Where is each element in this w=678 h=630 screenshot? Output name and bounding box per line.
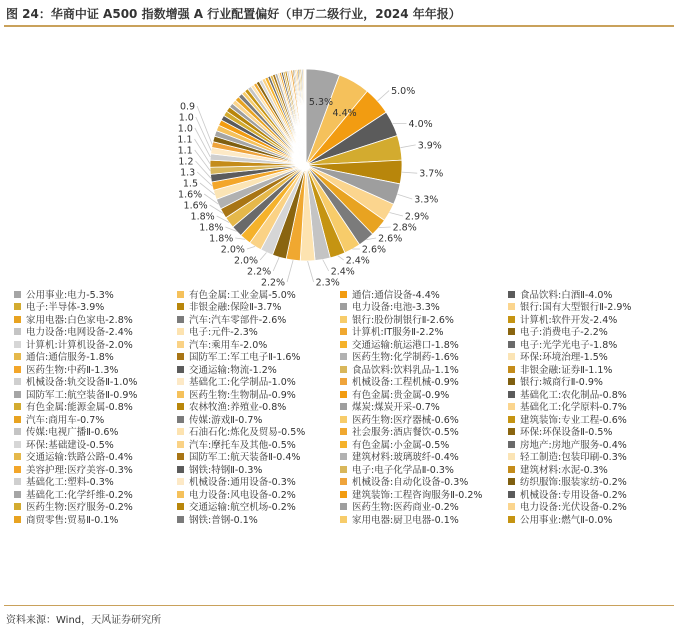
legend-label: 计算机:软件开发-2.4% <box>520 314 618 326</box>
legend-swatch <box>177 503 184 510</box>
legend-item <box>14 302 104 314</box>
legend-label: 电子:消费电子-2.2% <box>520 327 608 339</box>
legend-item <box>508 377 603 389</box>
leader-line-12 <box>338 256 344 260</box>
legend-swatch <box>177 391 184 398</box>
legend-item <box>340 340 459 352</box>
legend-swatch <box>340 466 347 473</box>
data-label-1: 5.3% <box>308 97 334 109</box>
leader-line-6 <box>402 172 418 173</box>
legend-item <box>340 427 459 439</box>
legend-label: 医药生物:生物制品-0.9% <box>189 389 296 401</box>
legend-label: 基础化工:化学纤维-0.2% <box>26 489 133 501</box>
legend-label: 公用事业:燃气Ⅱ-0.0% <box>520 514 613 526</box>
legend-swatch <box>14 441 21 448</box>
legend-item <box>14 415 104 427</box>
legend-item <box>14 502 133 514</box>
data-label-28: 1.1 <box>177 134 193 146</box>
legend-swatch <box>177 453 184 460</box>
legend-swatch <box>340 403 347 410</box>
legend-item <box>14 340 133 352</box>
legend-item <box>340 290 440 302</box>
legend-label: 建筑材料:玻璃玻纤-0.4% <box>352 452 459 464</box>
legend-item <box>340 390 449 402</box>
legend-label: 钢铁:普钢-0.1% <box>189 514 258 526</box>
legend-item <box>508 490 627 502</box>
legend-swatch <box>14 503 21 510</box>
legend-label: 计算机:IT服务Ⅱ-2.2% <box>352 327 444 339</box>
legend-item <box>177 465 262 477</box>
legend-label: 环保:环境治理-1.5% <box>520 352 608 364</box>
legend-label: 汽车:汽车零部件-2.6% <box>189 314 287 326</box>
legend-item <box>508 477 627 489</box>
legend-label: 电子:电子化学品Ⅱ-0.3% <box>352 464 454 476</box>
legend-item <box>14 452 133 464</box>
legend-label: 银行:城商行Ⅱ-0.9% <box>520 377 603 389</box>
data-label-10: 2.6% <box>378 233 403 245</box>
legend-swatch <box>177 328 184 335</box>
legend-swatch <box>340 341 347 348</box>
legend-swatch <box>177 303 184 310</box>
legend-item <box>340 515 459 527</box>
legend-label: 医药生物:医疗服务-0.2% <box>26 502 133 514</box>
legend-swatch <box>508 503 515 510</box>
legend-item <box>177 490 296 502</box>
legend-label: 轻工制造:包装印刷-0.3% <box>520 452 627 464</box>
legend-item <box>508 290 612 302</box>
legend-swatch <box>508 466 515 473</box>
legend-item <box>177 327 258 339</box>
legend-swatch <box>340 441 347 448</box>
data-label-31: 0.9 <box>179 101 196 113</box>
legend-label: 美容护理:医疗美容-0.3% <box>26 464 133 476</box>
leader-line-16 <box>273 257 279 271</box>
data-label-23: 1.6% <box>178 189 203 201</box>
data-label-25: 1.3 <box>180 167 196 179</box>
legend-label: 交通运输:铁路公路-0.4% <box>26 452 133 464</box>
legend-label: 基础化工:塑料-0.3% <box>26 477 114 489</box>
legend-label: 纺织服饰:服装家纺-0.2% <box>520 477 627 489</box>
legend-label: 汽车:摩托车及其他-0.5% <box>189 439 296 451</box>
legend-swatch <box>14 378 21 385</box>
legend-swatch <box>508 403 515 410</box>
legend-label: 环保:基础建设-0.5% <box>26 439 114 451</box>
legend-swatch <box>340 416 347 423</box>
legend-swatch <box>14 478 21 485</box>
data-label-16: 2.2% <box>247 266 272 278</box>
legend-item <box>14 402 133 414</box>
legend-swatch <box>177 491 184 498</box>
data-label-14: 2.3% <box>315 277 340 289</box>
legend-label: 公用事业:电力-5.3% <box>26 290 114 301</box>
pie-slices <box>210 69 402 261</box>
legend-label: 煤炭:煤炭开采-0.7% <box>352 402 440 414</box>
legend-label: 农林牧渔:养殖业-0.8% <box>189 402 287 414</box>
legend-label: 交通运输:物流-1.2% <box>189 364 277 376</box>
legend-item <box>177 352 300 364</box>
legend-item <box>508 427 612 439</box>
legend-item <box>14 352 114 364</box>
legend-swatch <box>340 303 347 310</box>
legend-label: 有色金属:工业金属-5.0% <box>189 290 296 301</box>
legend-item <box>14 490 133 502</box>
legend-label: 钢铁:特钢Ⅱ-0.3% <box>189 464 263 476</box>
legend-swatch <box>14 391 21 398</box>
legend-swatch <box>340 366 347 373</box>
legend-swatch <box>340 391 347 398</box>
legend-label: 电力设备:电池-3.3% <box>352 302 440 314</box>
legend-item <box>177 402 286 414</box>
data-label-12: 2.4% <box>345 255 370 267</box>
leader-line-7 <box>397 194 412 199</box>
leader-line-14 <box>308 261 314 282</box>
data-label-24: 1.5 <box>182 178 198 190</box>
legend-item <box>177 440 296 452</box>
legend-label: 家用电器:白色家电-2.8% <box>26 314 133 326</box>
legend-item <box>508 340 617 352</box>
legend-label: 机械设备:工程机械-0.9% <box>352 377 459 389</box>
legend-swatch <box>508 291 515 298</box>
figure-title: 图 24：华商中证 A500 指数增强 A 行业配置偏好（申万二级行业，2024 年年报） <box>6 7 461 21</box>
legend-swatch <box>508 316 515 323</box>
legend-swatch <box>14 453 21 460</box>
legend-label: 非银金融:证券Ⅱ-1.1% <box>520 364 613 376</box>
legend-label: 食品饮料:白酒Ⅱ-4.0% <box>520 290 613 301</box>
leader-line-15 <box>287 260 293 282</box>
legend-item <box>340 402 440 414</box>
data-label-19: 1.8% <box>209 233 234 245</box>
legend-label: 医药生物:中药Ⅱ-1.3% <box>26 364 119 376</box>
legend-label: 建筑装饰:工程咨询服务Ⅱ-0.2% <box>352 489 483 501</box>
legend-label: 环保:环保设备Ⅱ-0.5% <box>520 427 613 439</box>
legend-item <box>177 452 300 464</box>
legend-label: 计算机:计算机设备-2.0% <box>26 339 133 351</box>
legend-label: 机械设备:通用设备-0.3% <box>189 477 296 489</box>
legend-item <box>177 365 277 377</box>
legend-label: 传媒:游戏Ⅱ-0.7% <box>189 414 263 426</box>
legend-swatch <box>340 353 347 360</box>
legend-swatch <box>177 478 184 485</box>
legend-swatch <box>340 316 347 323</box>
legend-swatch <box>14 316 21 323</box>
legend-swatch <box>508 441 515 448</box>
legend-swatch <box>14 491 21 498</box>
legend-swatch <box>14 403 21 410</box>
legend-item <box>508 390 627 402</box>
legend-label: 医药生物:医药商业-0.2% <box>352 502 459 514</box>
legend-item <box>14 390 137 402</box>
legend-swatch <box>177 316 184 323</box>
legend-label: 商贸零售:贸易Ⅱ-0.1% <box>26 514 119 526</box>
legend-swatch <box>177 353 184 360</box>
legend-item <box>508 302 631 314</box>
legend-item <box>14 465 133 477</box>
legend-label: 国防军工:航空装备Ⅱ-0.9% <box>26 389 138 401</box>
legend-item <box>508 440 627 452</box>
legend-item <box>177 502 296 514</box>
legend-item <box>14 377 137 389</box>
data-label-26: 1.2 <box>178 156 194 168</box>
legend-swatch <box>508 328 515 335</box>
legend-swatch <box>177 466 184 473</box>
chart-legend <box>14 290 674 600</box>
legend-swatch <box>340 328 347 335</box>
legend-swatch <box>14 341 21 348</box>
legend-item <box>340 352 459 364</box>
legend-item <box>340 377 459 389</box>
legend-swatch <box>177 403 184 410</box>
legend-label: 国防军工:航天装备Ⅱ-0.4% <box>189 452 301 464</box>
legend-label: 电子:光学光电子-1.8% <box>520 339 618 351</box>
legend-swatch <box>508 516 515 523</box>
legend-swatch <box>508 453 515 460</box>
leader-line-8 <box>389 213 403 217</box>
legend-label: 机械设备:轨交设备Ⅱ-1.0% <box>26 377 138 389</box>
data-label-20: 1.8% <box>199 222 224 234</box>
legend-swatch <box>508 416 515 423</box>
legend-item <box>508 352 608 364</box>
legend-label: 有色金属:贵金属-0.9% <box>352 389 450 401</box>
leader-line-26 <box>196 161 211 178</box>
legend-item <box>340 415 459 427</box>
legend-item <box>14 440 114 452</box>
data-label-30: 1.0 <box>178 112 194 124</box>
legend-label: 通信:通信设备-4.4% <box>352 290 440 301</box>
legend-item <box>508 402 627 414</box>
legend-item <box>14 477 114 489</box>
legend-swatch <box>177 416 184 423</box>
data-label-5: 3.9% <box>417 140 442 152</box>
legend-swatch <box>14 428 21 435</box>
leader-line-13 <box>323 260 329 272</box>
leader-line-9 <box>379 227 391 228</box>
legend-label: 机械设备:自动化设备-0.3% <box>352 477 469 489</box>
legend-swatch <box>177 441 184 448</box>
legend-swatch <box>177 341 184 348</box>
legend-swatch <box>340 503 347 510</box>
legend-swatch <box>508 378 515 385</box>
leader-line-17 <box>260 253 266 261</box>
legend-item <box>14 315 133 327</box>
legend-item <box>508 502 627 514</box>
data-label-7: 3.3% <box>414 194 439 206</box>
legend-swatch <box>508 366 515 373</box>
legend-label: 汽车:商用车-0.7% <box>26 414 105 426</box>
legend-swatch <box>508 391 515 398</box>
legend-item <box>177 390 296 402</box>
legend-label: 交通运输:航运港口-1.8% <box>352 339 459 351</box>
legend-swatch <box>14 366 21 373</box>
legend-swatch <box>340 453 347 460</box>
legend-item <box>177 340 267 352</box>
legend-item <box>340 315 454 327</box>
legend-swatch <box>340 291 347 298</box>
legend-swatch <box>340 428 347 435</box>
leader-line-5 <box>400 145 415 148</box>
source-rule <box>4 605 674 606</box>
legend-swatch <box>14 416 21 423</box>
legend-item <box>177 515 258 527</box>
data-label-18: 2.0% <box>220 244 245 256</box>
legend-swatch <box>177 366 184 373</box>
legend-item <box>340 302 440 314</box>
legend-item <box>508 327 608 339</box>
legend-item <box>177 377 296 389</box>
legend-label: 有色金属:能源金属-0.8% <box>26 402 133 414</box>
legend-label: 通信:通信服务-1.8% <box>26 352 114 364</box>
legend-swatch <box>340 478 347 485</box>
legend-item <box>14 515 118 527</box>
legend-label: 电力设备:光伏设备-0.2% <box>520 502 627 514</box>
legend-label: 食品饮料:饮料乳品-1.1% <box>352 364 459 376</box>
legend-item <box>508 365 612 377</box>
legend-label: 家用电器:厨卫电器-0.1% <box>352 514 459 526</box>
legend-item <box>340 477 468 489</box>
legend-label: 建筑材料:水泥-0.3% <box>520 464 608 476</box>
legend-label: 传媒:电视广播Ⅱ-0.6% <box>26 427 119 439</box>
legend-label: 国防军工:军工电子Ⅱ-1.6% <box>189 352 301 364</box>
legend-item <box>177 315 286 327</box>
legend-label: 机械设备:专用设备-0.2% <box>520 489 627 501</box>
leader-line-18 <box>247 246 255 249</box>
legend-item <box>14 290 114 302</box>
legend-label: 医药生物:医疗器械-0.6% <box>352 414 459 426</box>
legend-swatch <box>508 428 515 435</box>
legend-swatch <box>14 303 21 310</box>
legend-label: 汽车:乘用车-2.0% <box>189 339 268 351</box>
legend-label: 基础化工:农化制品-0.8% <box>520 389 627 401</box>
pie-chart <box>0 28 678 290</box>
legend-swatch <box>177 378 184 385</box>
legend-item <box>340 465 454 477</box>
legend-label: 有色金属:小金属-0.5% <box>352 439 450 451</box>
legend-item <box>340 490 482 502</box>
data-label-21: 1.8% <box>190 211 215 223</box>
legend-item <box>508 465 608 477</box>
legend-swatch <box>14 291 21 298</box>
legend-swatch <box>14 466 21 473</box>
legend-item <box>14 427 118 439</box>
legend-item <box>340 327 444 339</box>
legend-item <box>508 315 617 327</box>
legend-swatch <box>508 303 515 310</box>
legend-label: 石油石化:炼化及贸易-0.5% <box>189 427 306 439</box>
legend-item <box>340 502 459 514</box>
data-label-6: 3.7% <box>419 168 444 180</box>
legend-swatch <box>508 478 515 485</box>
data-label-11: 2.6% <box>361 244 387 256</box>
legend-item <box>340 452 459 464</box>
data-label-15: 2.2% <box>260 277 286 289</box>
legend-swatch <box>340 516 347 523</box>
legend-item <box>177 290 296 302</box>
legend-label: 电子:元件-2.3% <box>189 327 258 339</box>
legend-swatch <box>14 516 21 523</box>
legend-label: 交通运输:航空机场-0.2% <box>189 502 296 514</box>
data-label-29: 1.0 <box>177 123 193 135</box>
legend-label: 电子:半导体-3.9% <box>26 302 105 314</box>
legend-label: 电力设备:风电设备-0.2% <box>189 489 296 501</box>
data-label-22: 1.6% <box>183 200 208 212</box>
data-label-8: 2.9% <box>404 211 430 223</box>
legend-swatch <box>340 378 347 385</box>
data-label-13: 2.4% <box>330 266 355 278</box>
legend-swatch <box>508 491 515 498</box>
legend-item <box>508 415 627 427</box>
legend-swatch <box>14 328 21 335</box>
title-rule <box>4 25 674 27</box>
legend-item <box>340 440 449 452</box>
data-label-3: 5.0% <box>391 86 416 98</box>
legend-label: 非银金融:保险Ⅱ-3.7% <box>189 302 282 314</box>
legend-label: 建筑装饰:专业工程-0.6% <box>520 414 627 426</box>
legend-swatch <box>14 353 21 360</box>
data-label-17: 2.0% <box>233 255 259 267</box>
legend-swatch <box>508 341 515 348</box>
legend-label: 房地产:房地产服务-0.4% <box>520 439 627 451</box>
data-label-2: 4.4% <box>332 108 357 120</box>
legend-label: 银行:股份制银行Ⅱ-2.6% <box>352 314 454 326</box>
legend-label: 电力设备:电网设备-2.4% <box>26 327 133 339</box>
data-label-27: 1.1 <box>177 145 193 157</box>
data-label-9: 2.8% <box>392 222 417 234</box>
legend-label: 医药生物:化学制药-1.6% <box>352 352 459 364</box>
legend-label: 社会服务:酒店餐饮-0.5% <box>352 427 459 439</box>
leader-line-3 <box>378 91 390 101</box>
legend-swatch <box>177 428 184 435</box>
legend-item <box>14 365 118 377</box>
legend-item <box>508 515 612 527</box>
legend-label: 基础化工:化学制品-1.0% <box>189 377 296 389</box>
legend-label: 银行:国有大型银行Ⅱ-2.9% <box>520 302 632 314</box>
data-label-4: 4.0% <box>408 119 433 131</box>
legend-swatch <box>508 353 515 360</box>
legend-item <box>177 302 281 314</box>
legend-swatch <box>177 516 184 523</box>
legend-label: 基础化工:化学原料-0.7% <box>520 402 627 414</box>
legend-item <box>177 415 262 427</box>
legend-swatch <box>177 291 184 298</box>
legend-item <box>340 365 459 377</box>
source-note: 资料来源：Wind，天风证券研究所 <box>6 615 162 626</box>
legend-swatch <box>340 491 347 498</box>
legend-item <box>177 427 305 439</box>
legend-item <box>14 327 133 339</box>
legend-item <box>177 477 296 489</box>
legend-item <box>508 452 627 464</box>
